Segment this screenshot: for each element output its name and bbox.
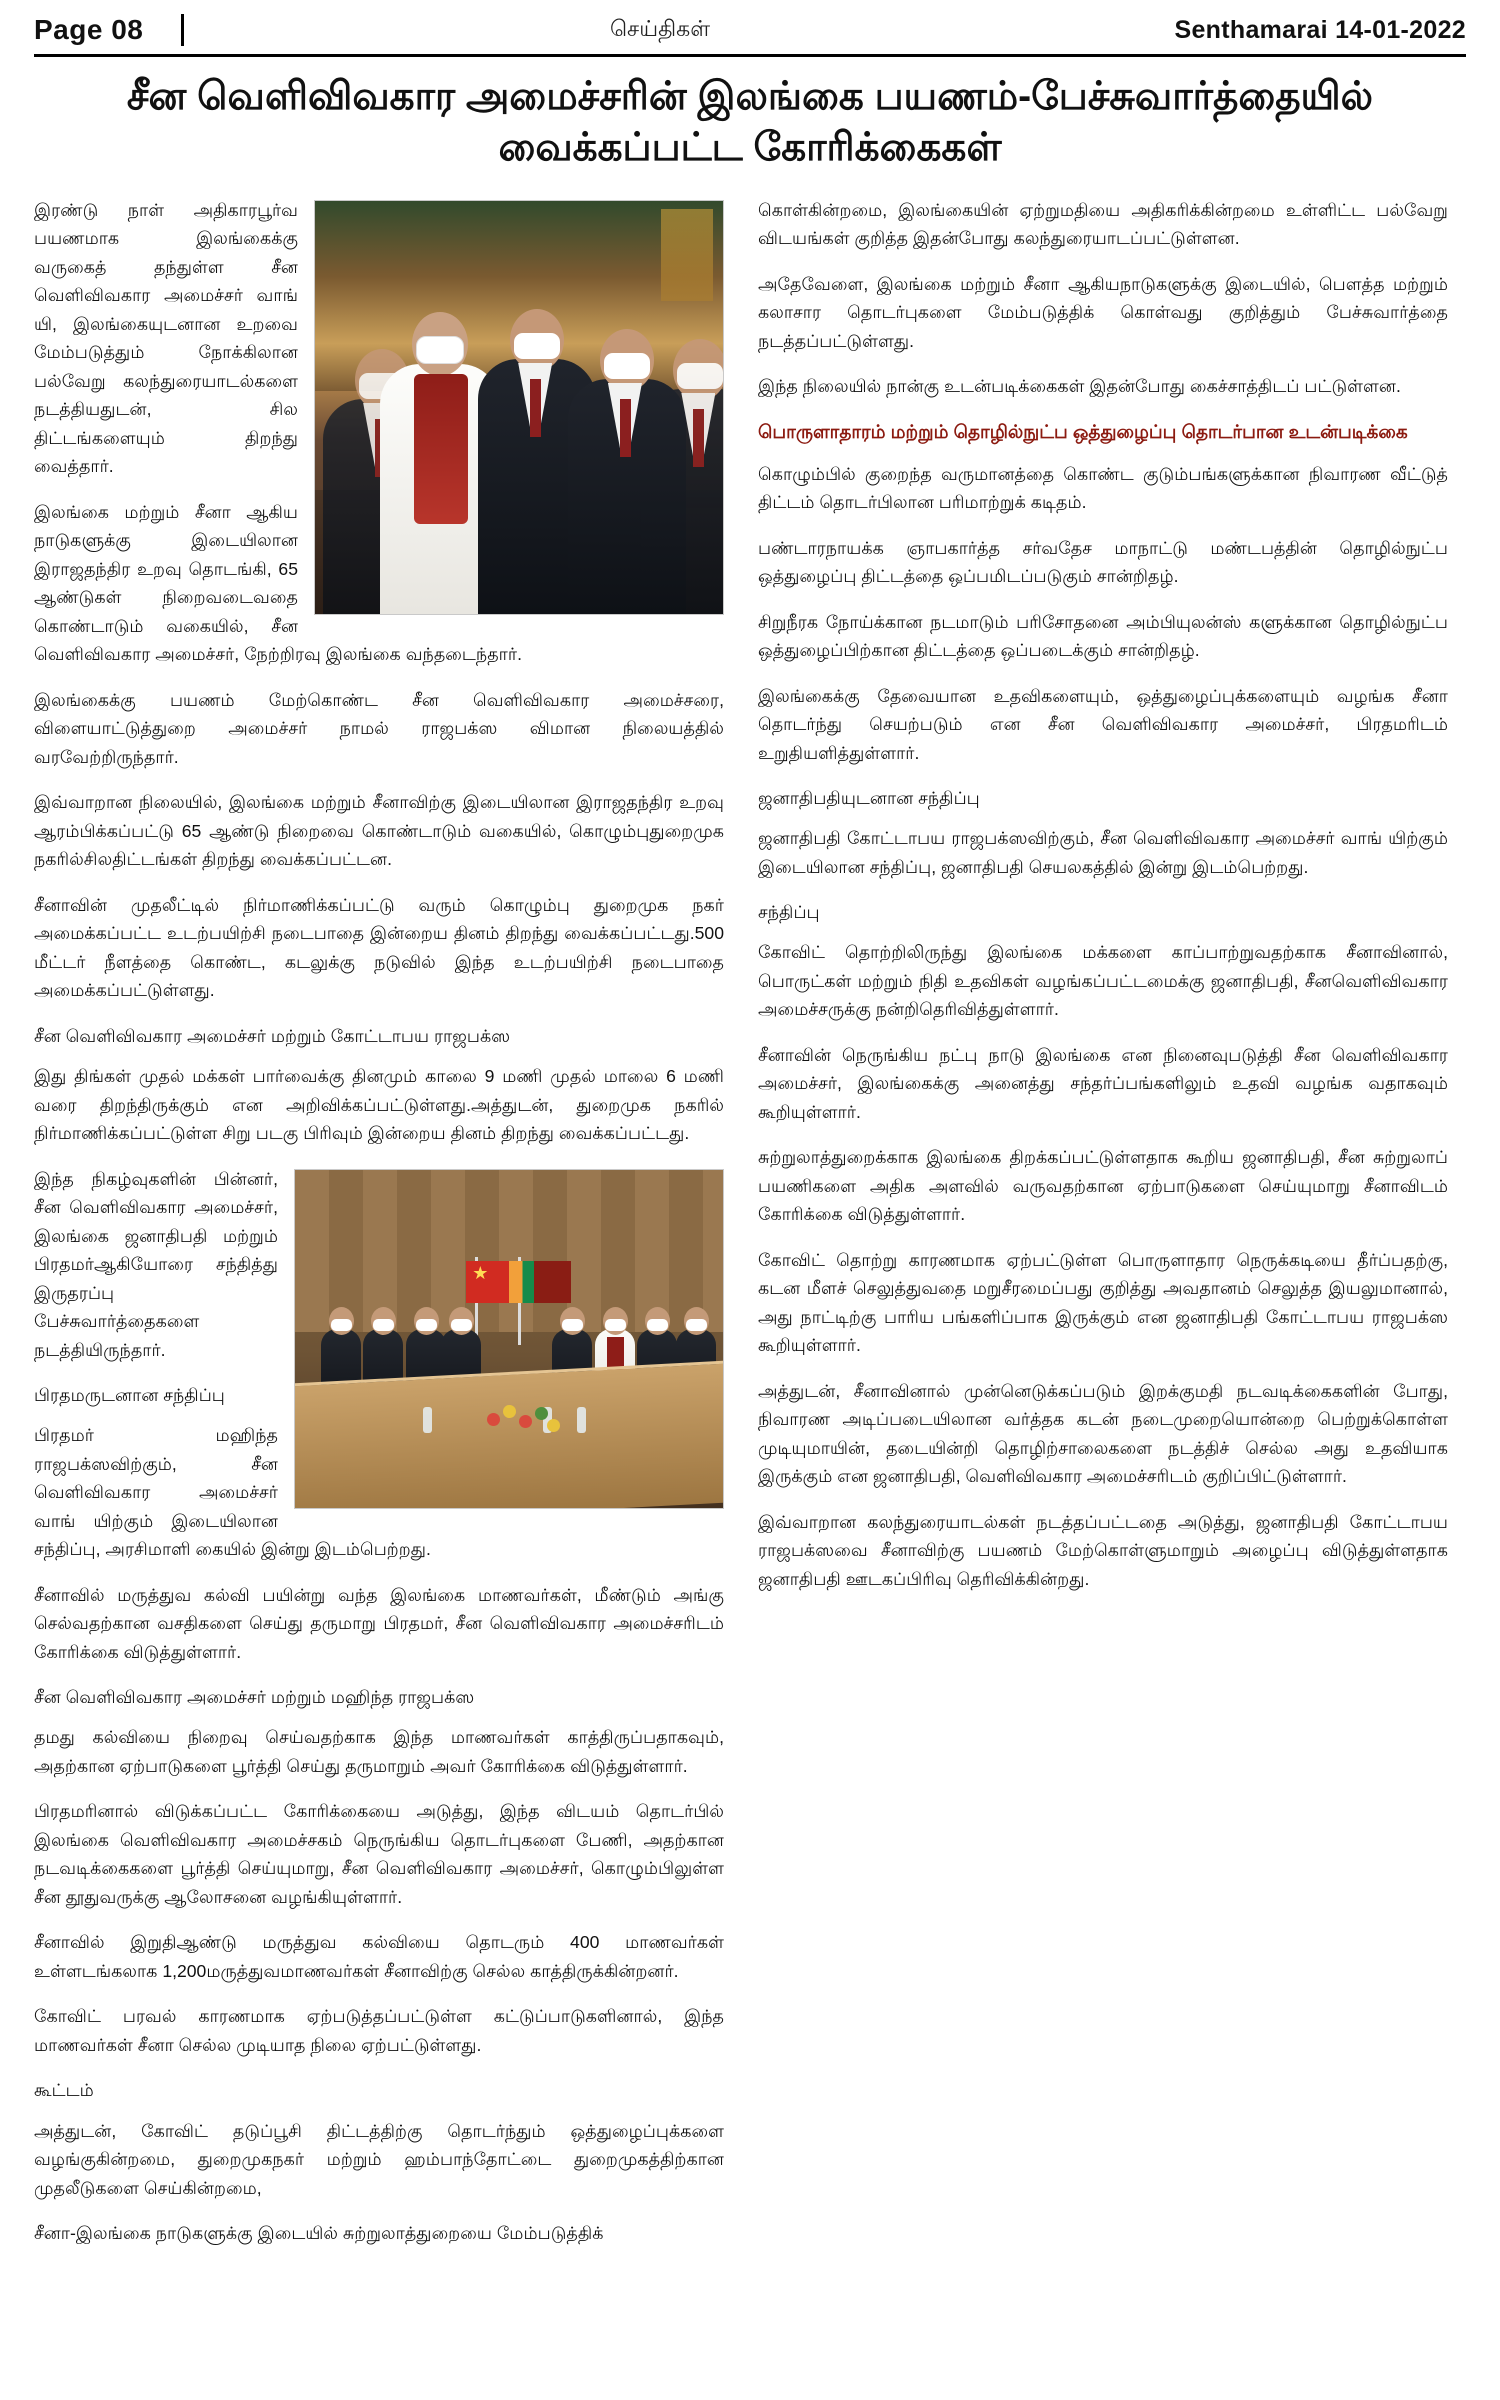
paper-name-and-date: Senthamarai 14-01-2022 xyxy=(1174,15,1466,44)
paragraph: கோவிட் பரவல் காரணமாக ஏற்படுத்தப்பட்டுள்ள கட்டுப்பாடுகளினால், இந்த மாணவர்கள் சீனா செல்ல முடியாத நிலை ஏற்பட்டுள்ளது. xyxy=(34,2006,724,2055)
subsection-label: பிரதமருடனான சந்திப்பு xyxy=(34,1385,225,1406)
delegation-walking-photo xyxy=(314,200,724,615)
subsection-label: சந்திப்பு xyxy=(758,902,820,923)
paragraph: ஜனாதிபதி கோட்டாபய ராஜபக்ஸவிற்கும், சீன வெளிவிவகார அமைச்சர் வாங் யிற்கும் இடையிலான சந்திப்பு, ஜனாதிபதி செயலகத்தில் இன்று இடம்பெற்றது. xyxy=(758,828,1448,877)
paragraph: சீனா-இலங்கை நாடுகளுக்கு இடையில் சுற்றுலாத்துறையை மேம்படுத்திக் xyxy=(34,2223,604,2243)
subsection-label: ஜனாதிபதியுடனான சந்திப்பு xyxy=(758,788,980,809)
section-title: செய்திகள் xyxy=(609,15,711,41)
right-column xyxy=(758,196,1448,2265)
caption-line: சீன வெளிவிவகார அமைச்சர் மற்றும் கோட்டாபய ராஜபக்ஸ xyxy=(34,1025,511,1046)
paragraph: இந்த நிலையில் நான்கு உடன்படிக்கைகள் இதன்போது கைச்சாத்திடப் பட்டுள்ளன. xyxy=(758,376,1401,397)
paragraph: தமது கல்வியை நிறைவு செய்வதற்காக இந்த மாணவர்கள் காத்திருப்பதாகவும், அதற்கான ஏற்பாடுகளை பூர்த்தி செய்து தருமாறும் அவர் கோரிக்கை விடுத்துள்ளார். xyxy=(34,1727,724,1776)
page-footer-space xyxy=(34,2265,1466,2271)
paragraph: பிரதமரினால் விடுக்கப்பட்ட கோரிக்கையை அடுத்து, இந்த விடயம் தொடர்பில் இலங்கை வெளிவிவகார அமைச்சகம் நெருங்கிய தொடர்புகளை பேணி, அதற்கான நடவடிக்கைகளை பூர்த்தி செய்யுமாறு, சீன வெளிவிவகார அமைச்சர், கொழும்பிலுள்ள சீன தூதுவருக்கு ஆலோசனை வழங்கியுள்ளார். xyxy=(34,1801,724,1907)
paragraph: கோவிட் தொற்று காரணமாக ஏற்பட்டுள்ள பொருளாதார நெருக்கடியை தீர்ப்பதற்கு, கடன மீளச் செலுத்துவதை மறுசீரமைப்பது குறித்து அவதானம் செலுத்த இயலுமானால், அது நாட்டிற்கு பாரிய பங்களிப்பாக இருக்கும் என ஜனாதிபதி கோட்டாபய ராஜபக்ஸ கூறியுள்ளார். xyxy=(758,1249,1448,1356)
paragraph: சிறுநீரக நோய்க்கான நடமாடும் பரிசோதனை அம்பியுலன்ஸ் களுக்கான தொழில்நுட்ப ஒத்துழைப்பிற்கான திட்டத்தை ஒப்படைக்கும் சான்றிதழ். xyxy=(758,611,1448,661)
bilateral-meeting-photo xyxy=(294,1169,724,1509)
paragraph: சீனாவின் நெருங்கிய நட்பு நாடு இலங்கை என நினைவுபடுத்தி சீன வெளிவிவகார அமைச்சர், இலங்கைக்கு அனைத்து சந்தர்ப்பங்களிலும் உதவி வழங்க வதாகவும் கூறியுள்ளார். xyxy=(758,1044,1448,1122)
paragraph: பண்டாரநாயக்க ஞாபகார்த்த சர்வதேச மாநாட்டு மண்டபத்தின் தொழில்நுட்ப ஒத்துழைப்பு திட்டத்தை ஒப்பமிடப்படுகும் சான்றிதழ். xyxy=(758,537,1448,587)
paragraph: இவ்வாறான நிலையில், இலங்கை மற்றும் சீனாவிற்கு இடையிலான இராஜதந்திர உறவு ஆரம்பிக்கப்பட்டு 65 ஆண்டு நிறைவை கொண்டாடும் வகையில், கொழும்புதுறைமுக நகரில்சிலதிட்டங்கள் திறந்து வைக்கப்பட்டன. xyxy=(34,792,724,870)
paragraph: இலங்கைக்கு பயணம் மேற்கொண்ட சீன வெளிவிவகார அமைச்சரை, விளையாட்டுத்துறை அமைச்சர் நாமல் ராஜபக்ஸ விமான நிலையத்தில் வரவேற்றிருந்தார். xyxy=(34,689,724,767)
paragraph: கோவிட் தொற்றிலிருந்து இலங்கை மக்களை காப்பாற்றுவதற்காக சீனாவினால், பொருட்கள் மற்றும் நிதி உதவிகள் வழங்கப்பட்டமைக்கு ஜனாதிபதி, சீனவெளிவிவகார அமைச்சருக்கு நன்றிதெரிவித்துள்ளார். xyxy=(758,942,1448,1020)
page-number-label: Page 08 xyxy=(34,14,184,46)
paragraph: சீனாவின் முதலீட்டில் நிர்மாணிக்கப்பட்டு வரும் கொழும்பு துறைமுக நகர் அமைக்கப்பட்ட உடற்பயிற்சி நடைபாதை இன்றைய தினம் திறந்து வைக்கப்பட்டது.500 மீட்டர் நீளத்தை கொண்ட, கடலுக்கு நடுவில் இந்த உடற்பயிற்சி நடைபாதை அமைக்கப்பட்டுள்ளது. xyxy=(34,894,724,1001)
section-subheading: பொருளாதாரம் மற்றும் தொழில்நுட்ப ஒத்துழைப்பு தொடர்பான உடன்படிக்கை xyxy=(758,420,1408,442)
paragraph: இரண்டு நாள் அதிகாரபூர்வ பயணமாக இலங்கைக்கு வருகைத் தந்துள்ள சீன வெளிவிவகார அமைச்சர் வாங் யி, இலங்கையுடனான உறவை மேம்படுத்தும் நோக்கிலான பல்வேறு கலந்துரையாடல்களை நடத்தியதுடன், சில திட்டங்களையும் திறந்து வைத்தார். xyxy=(34,199,298,477)
paragraph: பிரதமர் மஹிந்த ராஜபக்ஸவிற்கும், சீன வெளிவிவகார அமைச்சர் வாங் யிற்கும் இடையிலான சந்திப்பு, அரசிமாளி கையில் இன்று இடம்பெற்றது. xyxy=(34,1425,431,1560)
paragraph: சீனாவில் இறுதிஆண்டு மருத்துவ கல்வியை தொடரும் 400 மாணவர்கள் உள்ளடங்கலாக 1,200மருத்துவமாணவர்கள் சீனாவிற்கு செல்ல காத்திருக்கின்றனர். xyxy=(34,1932,724,1981)
paragraph: அத்துடன், கோவிட் தடுப்பூசி திட்டத்திற்கு தொடர்ந்தும் ஒத்துழைப்புக்களை வழங்குகின்றமை, துறைமுகநகர் மற்றும் ஹம்பாந்தோட்டை துறைமுகத்திற்கான முதலீடுகளை செய்கின்றமை, xyxy=(34,2120,724,2198)
paragraph: சுற்றுலாத்துறைக்காக இலங்கை திறக்கப்பட்டுள்ளதாக கூறிய ஜனாதிபதி, சீன சுற்றுலாப் பயணிகளை அதிக அளவில் வருவதற்கான ஏற்பாடுகளை செய்யுமாறு சீனாவிடம் கோரிக்கை விடுத்துள்ளார். xyxy=(758,1147,1448,1225)
paragraph: இந்த நிகழ்வுகளின் பின்னர், சீன வெளிவிவகார அமைச்சர், இலங்கை ஜனாதிபதி மற்றும் பிரதமர்ஆகியோரை சந்தித்து இருதரப்பு பேச்சுவார்த்தைகளை நடத்தியிருந்தார். xyxy=(34,1168,278,1360)
paragraph: இவ்வாறான கலந்துரையாடல்கள் நடத்தப்பட்டதை அடுத்து, ஜனாதிபதி கோட்டாபய ராஜபக்ஸவை சீனாவிற்கு பயணம் மேற்கொள்ளுமாறும் அழைப்பு விடுத்துள்ளதாக ஜனாதிபதி ஊடகப்பிரிவு தெரிவிக்கின்றது. xyxy=(758,1511,1448,1589)
page-title: சீன வெளிவிவகார அமைச்சரின் இலங்கை பயணம்-பேச்சுவார்த்தையில் வைக்கப்பட்ட கோரிக்கைகள் xyxy=(126,75,1374,170)
paragraph: கொள்கின்றமை, இலங்கையின் ஏற்றுமதியை அதிகரிக்கின்றமை உள்ளிட்ட பல்வேறு விடயங்கள் குறித்த இதன்போது கலந்துரையாடப்பட்டுள்ளன. xyxy=(758,199,1448,249)
paragraph: அத்துடன், சீனாவினால் முன்னெடுக்கப்படும் இறக்குமதி நடவடிக்கைகளின் போது, நிவாரண அடிப்படையிலான வர்த்தக கடன் நடைமுறையொன்றை பெற்றுக்கொள்ள முடியுமாயின், தடையின்றி தொழிற்சாலைகளை நடத்திச் செல்ல அது உதவியாக இருக்கும் என ஜனாதிபதி, வெளிவிவகார அமைச்சரிடம் குறிப்பிட்டுள்ளார். xyxy=(758,1380,1448,1487)
paragraph: சீனாவில் மருத்துவ கல்வி பயின்று வந்த இலங்கை மாணவர்கள், மீண்டும் அங்கு செல்வதற்கான வசதிகளை செய்து தருமாறு பிரதமர், சீன வெளிவிவகார அமைச்சரிடம் கோரிக்கை விடுத்துள்ளார். xyxy=(34,1584,724,1662)
paragraph: அதேவேளை, இலங்கை மற்றும் சீனா ஆகியநாடுகளுக்கு இடையில், பௌத்த மற்றும் கலாசார தொடர்புகளை மேம்படுத்திக் கொள்வது குறித்தும் பேச்சுவார்த்தை நடத்தப்பட்டுள்ளது. xyxy=(758,273,1448,351)
caption-line: சீன வெளிவிவகார அமைச்சர் மற்றும் மஹிந்த ராஜபக்ஸ xyxy=(34,1687,475,1708)
paragraph: இது திங்கள் முதல் மக்கள் பார்வைக்கு தினமும் காலை 9 மணி முதல் மாலை 6 மணி வரை திறந்திருக்கும் என அறிவிக்கப்பட்டுள்ளது.அத்துடன், துறைமுக நகரில் நிர்மாணிக்கப்பட்டுள்ள சிறு படகு பிரிவும் இன்றைய தினம் திறந்து வைக்கப்பட்டது. xyxy=(34,1066,724,1144)
paragraph: கொழும்பில் குறைந்த வருமானத்தை கொண்ட குடும்பங்களுக்கான நிவாரண வீட்டுத் திட்டம் தொடர்பிலான பரிமாற்றுக் கடிதம். xyxy=(758,463,1448,513)
paragraph: இலங்கைக்கு தேவையான உதவிகளையும், ஒத்துழைப்புக்களையும் வழங்க சீனா தொடர்ந்து செயற்படும் என சீன வெளிவிவகார அமைச்சர், பிரதமரிடம் உறுதியளித்துள்ளார். xyxy=(758,685,1448,763)
masthead xyxy=(34,14,1466,57)
paragraph: இலங்கை மற்றும் சீனா ஆகிய நாடுகளுக்கு இடையிலான இராஜதந்திர உறவு தொடங்கி, 65 ஆண்டுகள் நிறைவடைவதை கொண்டாடும் வகையில், சீன வெளிவிவகார அமைச்சர், நேற்றிரவு இலங்கை வந்தடைந்தார். xyxy=(34,501,522,665)
article-columns xyxy=(34,196,1466,2265)
subsection-label: கூட்டம் xyxy=(34,2080,94,2101)
left-column xyxy=(34,196,724,2265)
